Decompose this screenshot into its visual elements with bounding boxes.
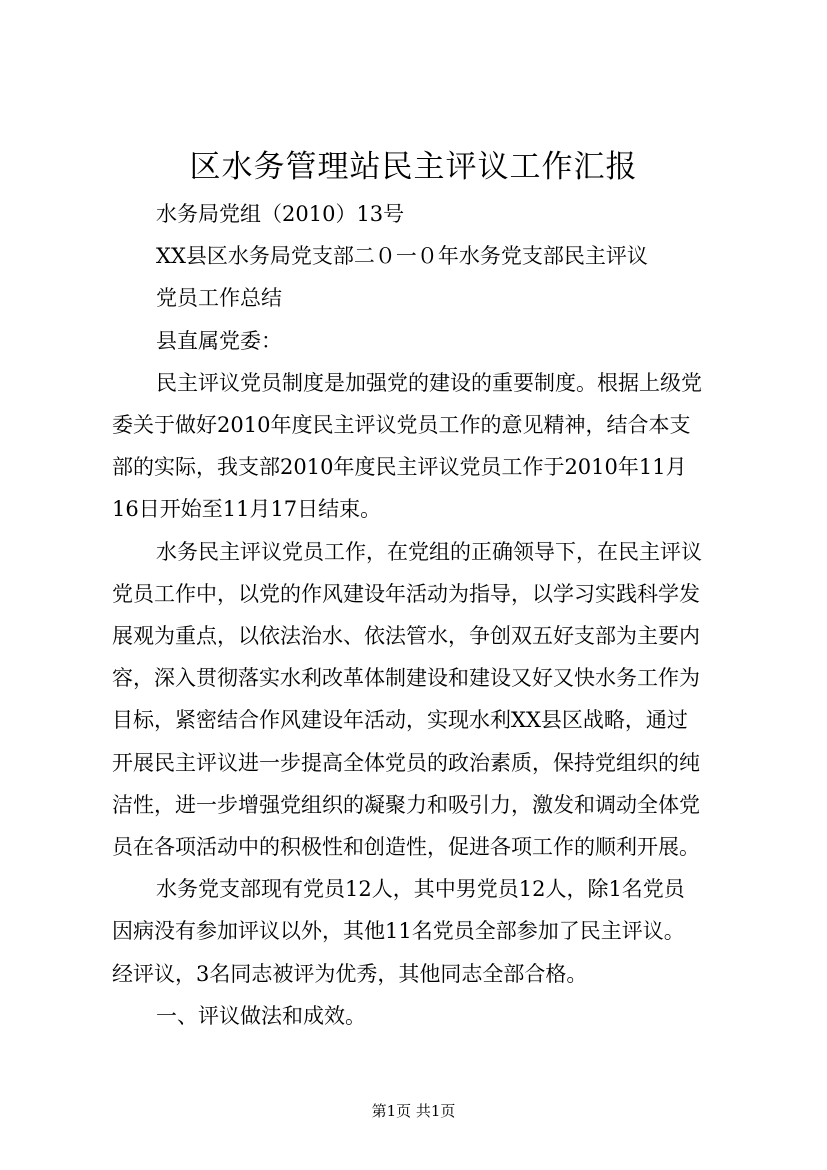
- text-line: 员在各项活动中的积极性和创造性，促进各项工作的顺利开展。: [112, 835, 700, 860]
- text-line: 民主评议党员制度是加强党的建设的重要制度。根据上级党: [156, 370, 702, 395]
- document-title: 区水务管理站民主评议工作汇报: [189, 149, 638, 185]
- text-line: 展观为重点，以依法治水、依法管水，争创双五好支部为主要内: [112, 624, 700, 649]
- text-line: 委关于做好2010年度民主评议党员工作的意见精神，结合本支: [112, 413, 691, 438]
- document-number: 水务局党组（2010）13号: [156, 202, 405, 226]
- paragraph-2: [112, 531, 737, 869]
- text-line: 因病没有参加评议以外，其他11名党员全部参加了民主评议。: [112, 919, 685, 944]
- text-line: 容，深入贯彻落实水利改革体制建设和建设又好又快水务工作为: [112, 666, 700, 691]
- paragraph-1: [112, 362, 737, 531]
- text-line: 水务党支部现有党员12人，其中男党员12人，除1名党员: [156, 877, 685, 902]
- salutation: 县直属党委：: [156, 328, 282, 353]
- text-line: 16日开始至11月17日结束。: [112, 497, 382, 522]
- text-line: 目标，紧密结合作风建设年活动，实现水利XX县区战略，通过: [112, 708, 688, 733]
- page-number: 第1页 共1页: [371, 1102, 456, 1120]
- subtitle-line-1: XX县区水务局党支部二０一０年水务党支部民主评议: [156, 244, 648, 269]
- text-line: 部的实际，我支部2010年度民主评议党员工作于2010年11月: [112, 455, 687, 480]
- subtitle-line-2: 党员工作总结: [156, 286, 282, 311]
- document-body: [112, 193, 737, 1037]
- text-line: 党员工作中，以党的作风建设年活动为指导，以学习实践科学发: [112, 581, 700, 606]
- text-line: 水务民主评议党员工作，在党组的正确领导下，在民主评议: [156, 539, 702, 564]
- text-line: 经评议，3名同志被评为优秀，其他同志全部合格。: [112, 961, 588, 986]
- paragraph-3: [112, 868, 737, 995]
- section-heading: 一、评议做法和成效。: [156, 1003, 366, 1028]
- text-line: 开展民主评议进一步提高全体党员的政治素质，保持党组织的纯: [112, 750, 700, 775]
- text-line: 洁性，进一步增强党组织的凝聚力和吸引力，激发和调动全体党: [112, 792, 700, 817]
